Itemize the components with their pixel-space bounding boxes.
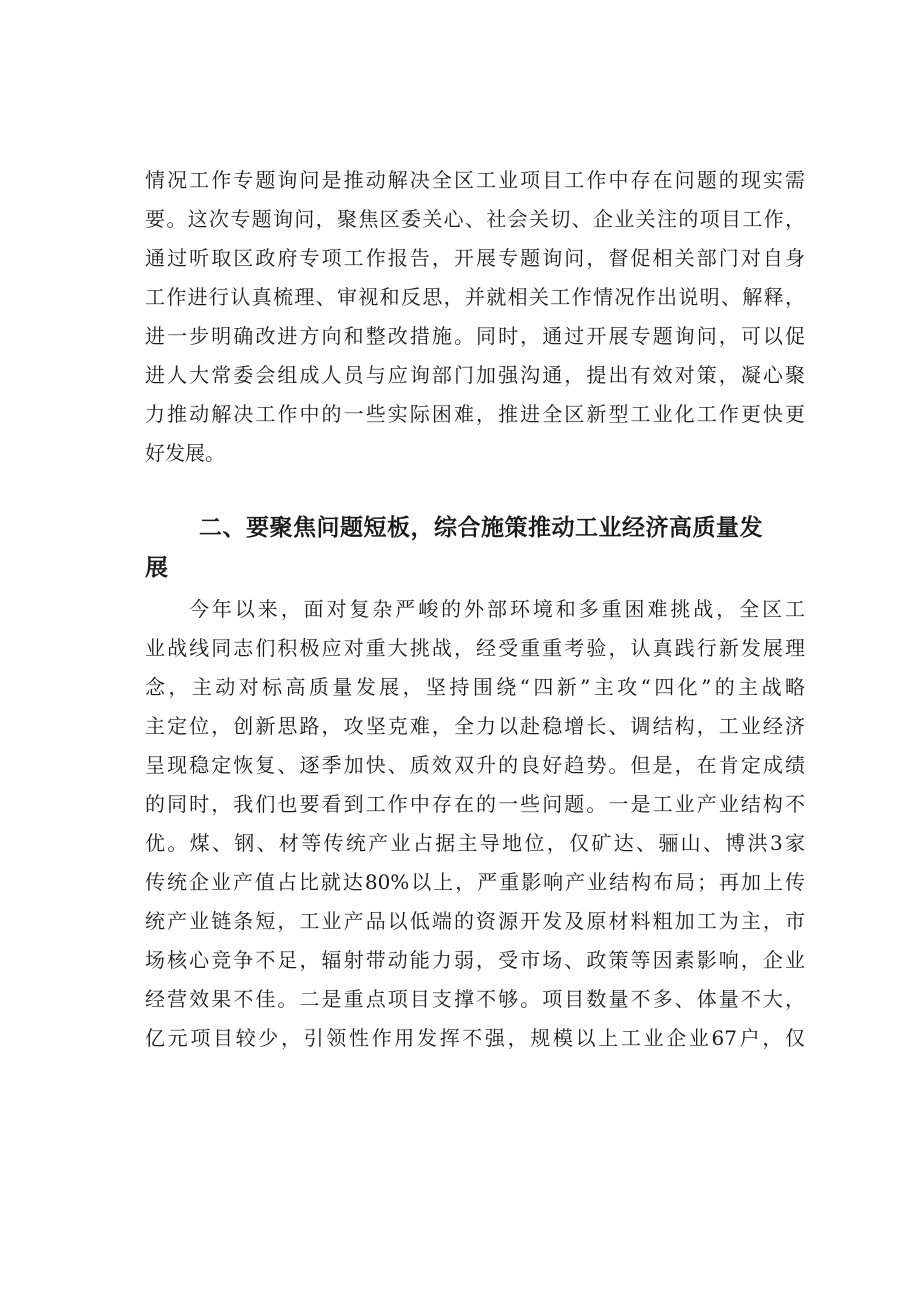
heading-line: 展: [145, 555, 169, 581]
paragraph-line: 的同时，我们也要看到工作中存在的一些问题。一是工业产业结构不: [145, 792, 805, 816]
paragraph-line: 呈现稳定恢复、逐季加快、质效双升的良好趋势。但是，在肯定成绩: [145, 753, 805, 777]
paragraph-line: 业战线同志们积极应对重大挑战，经受重重考验，认真践行新发展理: [145, 636, 805, 660]
paragraph-line: 工作进行认真梳理、审视和反思，并就相关工作情况作出说明、解释，: [145, 285, 805, 309]
paragraph-line: 亿元项目较少，引领性作用发挥不强，规模以上工业企业67户，仅: [145, 1026, 805, 1050]
paragraph-line: 通过听取区政府专项工作报告，开展专题询问，督促相关部门对自身: [145, 246, 805, 270]
paragraph-line: 要。这次专题询问，聚焦区委关心、社会关切、企业关注的项目工作，: [145, 207, 805, 231]
paragraph-line: 念，主动对标高质量发展，坚持围绕“四新”主攻“四化”的主战略: [145, 675, 805, 699]
paragraph-line: 进人大常委会组成人员与应询部门加强沟通，提出有效对策，凝心聚: [145, 363, 805, 387]
paragraph-line: 进一步明确改进方向和整改措施。同时，通过开展专题询问，可以促: [145, 324, 805, 348]
paragraph-line: 场核心竞争不足，辐射带动能力弱，受市场、政策等因素影响，企业: [145, 948, 805, 972]
paragraph-line: 今年以来，面对复杂严峻的外部环境和多重困难挑战，全区工: [189, 597, 805, 621]
paragraph-line: 经营效果不佳。二是重点项目支撑不够。项目数量不多、体量不大，: [145, 987, 805, 1011]
paragraph-line: 力推动解决工作中的一些实际困难，推进全区新型工业化工作更快更: [145, 402, 805, 426]
paragraph-line: 情况工作专题询问是推动解决全区工业项目工作中存在问题的现实需: [145, 168, 805, 192]
paragraph-line: 统产业链条短，工业产品以低端的资源开发及原材料粗加工为主，市: [145, 909, 805, 933]
paragraph-line: 好发展。: [145, 441, 225, 465]
paragraph-line: 传统企业产值占比就达80%以上，严重影响产业结构布局；再加上传: [145, 870, 805, 894]
heading-line: 二、要聚焦问题短板，综合施策推动工业经济高质量发: [199, 515, 763, 541]
paragraph-line: 优。煤、钢、材等传统产业占据主导地位，仅矿达、骊山、博洪3家: [145, 831, 805, 855]
paragraph-line: 主定位，创新思路，攻坚克难，全力以赴稳增长、调结构，工业经济: [145, 714, 805, 738]
